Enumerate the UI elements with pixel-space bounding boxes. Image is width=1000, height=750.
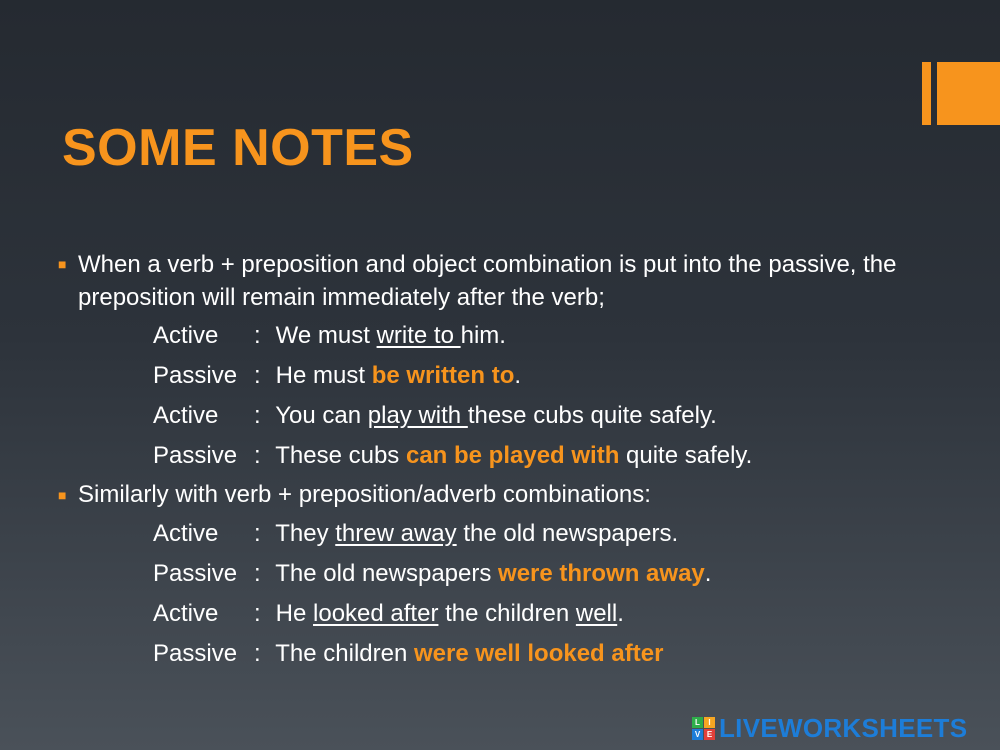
sentence-text: . bbox=[704, 560, 712, 587]
sentence-text: He must bbox=[269, 362, 372, 389]
highlighted-phrase: can be played with bbox=[405, 442, 620, 469]
accent-bar-wide bbox=[937, 62, 1000, 125]
sentence-text: quite safely. bbox=[619, 442, 753, 469]
slide-title: SOME NOTES bbox=[62, 119, 414, 177]
example-label: Active bbox=[153, 322, 219, 349]
example-sentence bbox=[269, 634, 663, 674]
sentence-text: He bbox=[269, 600, 314, 627]
bullet-text: Similarly with verb + preposition/adverb combinations: bbox=[78, 481, 651, 508]
example-sentence bbox=[269, 514, 678, 554]
logo-letter-tile: E bbox=[704, 729, 715, 740]
underlined-phrase: well bbox=[575, 600, 618, 627]
example-colon: : bbox=[254, 442, 261, 469]
example-colon: : bbox=[254, 640, 261, 667]
sentence-text: the children bbox=[438, 600, 576, 627]
example-row bbox=[58, 316, 958, 356]
logo-letter-tile: I bbox=[704, 717, 715, 728]
underlined-phrase: play with bbox=[367, 402, 468, 429]
sentence-text: We must bbox=[269, 322, 377, 349]
sentence-text: . bbox=[514, 362, 522, 389]
example-row bbox=[58, 594, 958, 634]
example-sentence bbox=[269, 356, 521, 396]
square-bullet-icon: ■ bbox=[58, 487, 67, 503]
sentence-text: the old newspapers. bbox=[456, 520, 679, 547]
example-label: Active bbox=[153, 402, 219, 429]
example-sentence bbox=[269, 436, 752, 476]
underlined-phrase: looked after bbox=[313, 600, 439, 627]
highlighted-phrase: were well looked after bbox=[413, 640, 664, 667]
example-row bbox=[58, 356, 958, 396]
highlighted-phrase: be written to bbox=[371, 362, 515, 389]
highlighted-phrase: were thrown away bbox=[498, 560, 705, 587]
logo-letter-tile: L bbox=[692, 717, 703, 728]
example-label: Passive bbox=[153, 442, 238, 469]
liveworksheets-logo bbox=[692, 713, 967, 744]
example-list bbox=[58, 514, 958, 674]
example-list bbox=[58, 316, 958, 476]
logo-letter-tile: V bbox=[692, 729, 703, 740]
example-colon: : bbox=[254, 600, 261, 627]
sentence-text: They bbox=[269, 520, 336, 547]
bullet-text: When a verb + preposition and object combination is put into the passive, the preposition will remain immediately after the verb; bbox=[78, 251, 897, 311]
example-row bbox=[58, 396, 958, 436]
example-colon: : bbox=[254, 520, 261, 547]
example-sentence bbox=[269, 554, 711, 594]
accent-bar-thin bbox=[922, 62, 931, 125]
square-bullet-icon: ■ bbox=[58, 256, 67, 272]
bullet-item-1 bbox=[58, 248, 958, 314]
example-colon: : bbox=[254, 362, 261, 389]
sentence-text: These cubs bbox=[269, 442, 406, 469]
example-label: Passive bbox=[153, 362, 238, 389]
liveworksheets-icon bbox=[692, 717, 715, 740]
sentence-text: You can bbox=[269, 402, 368, 429]
sentence-text: The children bbox=[269, 640, 414, 667]
bullet-item-2 bbox=[58, 476, 958, 514]
example-label: Passive bbox=[153, 560, 238, 587]
example-sentence bbox=[269, 594, 624, 634]
underlined-phrase: write to bbox=[376, 322, 461, 349]
sentence-text: these cubs quite safely. bbox=[467, 402, 717, 429]
example-label: Active bbox=[153, 600, 219, 627]
example-row bbox=[58, 554, 958, 594]
sentence-text: The old newspapers bbox=[269, 560, 499, 587]
example-label: Active bbox=[153, 520, 219, 547]
example-colon: : bbox=[254, 560, 261, 587]
example-label: Passive bbox=[153, 640, 238, 667]
underlined-phrase: threw away bbox=[335, 520, 457, 547]
example-row bbox=[58, 436, 958, 476]
slide-content bbox=[58, 248, 958, 674]
example-sentence bbox=[269, 396, 717, 436]
watermark-text: LIVEWORKSHEETS bbox=[719, 713, 968, 743]
example-sentence bbox=[269, 316, 506, 356]
example-colon: : bbox=[254, 402, 261, 429]
example-row bbox=[58, 514, 958, 554]
example-colon: : bbox=[254, 322, 261, 349]
sentence-text: him. bbox=[460, 322, 506, 349]
example-row bbox=[58, 634, 958, 674]
sentence-text: . bbox=[617, 600, 624, 627]
